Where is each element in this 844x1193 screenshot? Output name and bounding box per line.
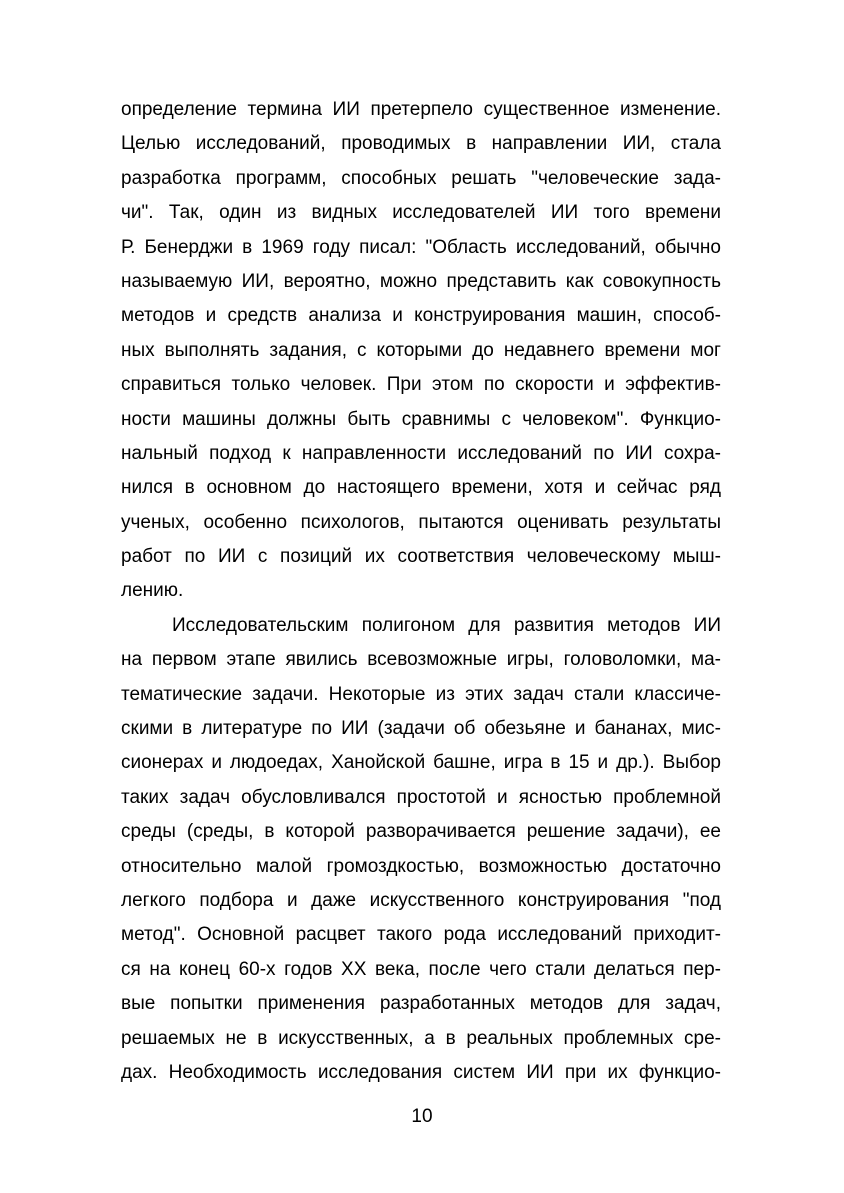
paragraph-1 — [121, 93, 721, 609]
text-line: скими в литературе по ИИ (задачи об обезьяне и бананах, мис- — [121, 718, 721, 740]
text-line: среды (среды, в которой разворачивается решение задачи), ее — [121, 821, 721, 843]
text-line: ученых, особенно психологов, пытаются оценивать результаты — [121, 511, 721, 533]
text-line: ся на конец 60-х годов XX века, после чего стали делаться пер- — [121, 958, 721, 980]
text-line: нился в основном до настоящего времени, хотя и сейчас ряд — [121, 477, 721, 499]
text-line: определение термина ИИ претерпело существенное изменение. — [121, 99, 721, 120]
text-line: сионерах и людоедах, Ханойской башне, игра в 15 и др.). Выбор — [121, 752, 721, 774]
text-line: метод". Основной расцвет такого рода исследований приходит- — [121, 924, 721, 946]
paragraph-2 — [121, 609, 721, 1090]
text-line: Целью исследований, проводимых в направлении ИИ, стала — [121, 133, 721, 155]
text-line: относительно малой громоздкостью, возможностью достаточно — [121, 855, 721, 877]
text-line: называемую ИИ, вероятно, можно представить как совокупность — [121, 270, 721, 292]
text-line: чи". Так, один из видных исследователей ИИ того времени — [121, 202, 721, 224]
text-line: разработка программ, способных решать "человеческие зада- — [121, 167, 721, 189]
text-line: работ по ИИ с позиций их соответствия человеческому мыш- — [121, 546, 721, 568]
text-line: Р. Бенерджи в 1969 году писал: "Область исследований, обычно — [121, 236, 721, 258]
text-line: справиться только человек. При этом по скорости и эффектив- — [121, 374, 721, 396]
text-line: решаемых не в искусственных, а в реальных проблемных сре- — [121, 1027, 721, 1049]
text-line: Исследовательским полигоном для развития методов ИИ — [172, 614, 721, 636]
text-line: лению. — [121, 580, 184, 602]
text-line: дах. Необходимость исследования систем ИИ при их функцио- — [121, 1061, 721, 1083]
text-line: тематические задачи. Некоторые из этих задач стали классиче- — [121, 683, 721, 705]
text-line: нальный подход к направленности исследований по ИИ сохра- — [121, 442, 721, 464]
text-line: методов и средств анализа и конструирования машин, способ- — [121, 305, 721, 327]
text-line: таких задач обусловливался простотой и ясностью проблемной — [121, 786, 721, 808]
text-line: легкого подбора и даже искусственного конструирования "под — [121, 889, 721, 911]
page-number: 10 — [411, 1106, 433, 1127]
text-line: ности машины должны быть сравнимы с человеком". Функцио- — [121, 408, 721, 430]
text-line: на первом этапе явились всевозможные игры, головоломки, ма- — [121, 649, 721, 671]
body-text — [121, 93, 721, 1090]
text-line: ных выполнять задания, с которыми до недавнего времени мог — [121, 339, 721, 361]
text-line: вые попытки применения разработанных методов для задач, — [121, 993, 721, 1015]
